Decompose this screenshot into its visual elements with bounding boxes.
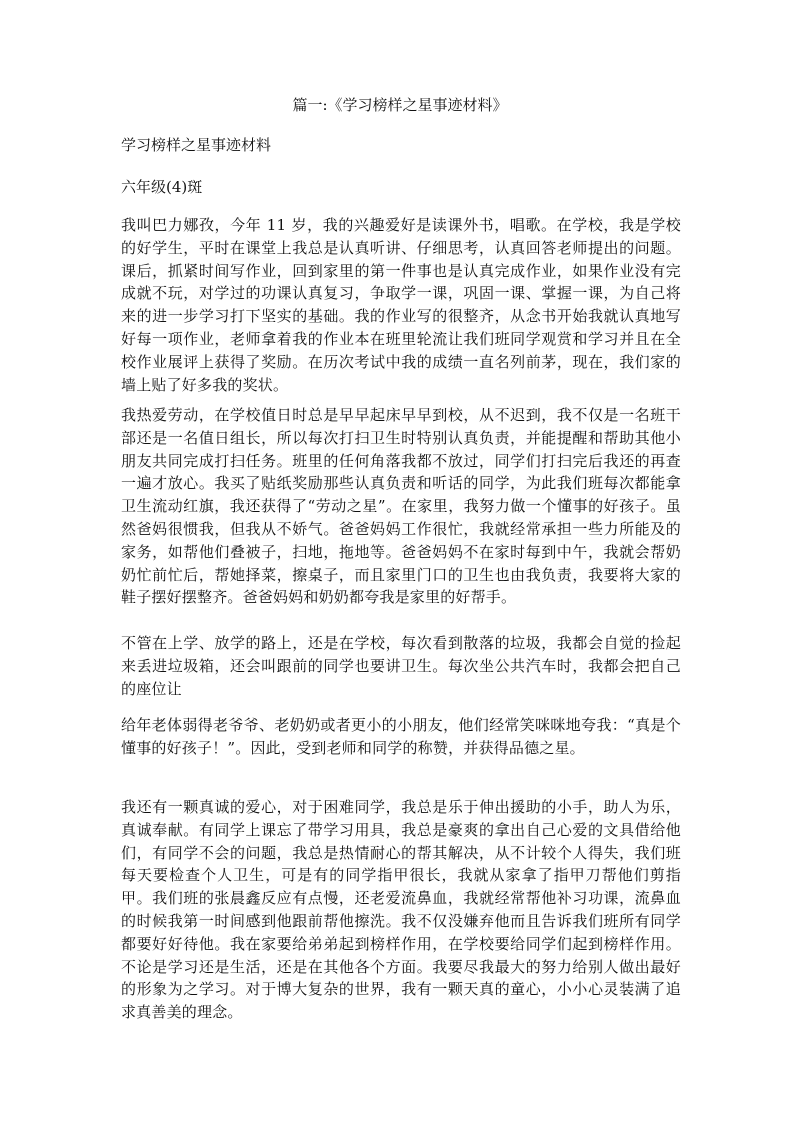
paragraph-studies: 我叫巴力娜孜，今年 11 岁，我的兴趣爱好是读课外书，唱歌。在学校，我是学校的好学生，平时在课堂上我总是认真听讲、仔细思考，认真回答老师提出的问题。课后，抓紧时间写作业，回到家里的第一件事也是认真完成作业，如果作业没有完成就不玩，对学过的功课认真复习，争取学一课，巩固一课、掌握一课，为自己将来的进一步学习打下坚实的基础。我的作业写的很整齐，从念书开始我就认真地写好每一项作业，老师拿着我的作业本在班里轮流让我们班同学观赏和学习并且在全校作业展评上获得了奖励。在历次考试中我的成绩一直名列前茅，现在，我们家的墙上贴了好多我的奖状。 — [121, 216, 681, 394]
paragraph-public-conduct: 不管在上学、放学的路上，还是在学校，每次看到散落的垃圾，我都会自觉的捡起来丢进垃圾箱，还会叫跟前的同学也要讲卫生。每次坐公共汽车时，我都会把自己的座位让 — [121, 634, 681, 698]
paragraph-kindness: 我还有一颗真诚的爱心，对于困难同学，我总是乐于伸出援助的小手，助人为乐，真诚奉献。有同学上课忘了带学习用具，我总是豪爽的拿出自己心爱的文具借给他们，有同学不会的问题，我总是热情耐心的帮其解决，从不计较个人得失，我们班每天要检查个人卫生，可是有的同学指甲很长，我就从家拿了指甲刀帮他们剪指甲。我们班的张晨鑫反应有点慢，还老爱流鼻血，我就经常帮他补习功课，流鼻血的时候我第一时间感到他跟前帮他擦洗。我不仅没嫌弃他而且告诉我们班所有同学都要好好待他。我在家要给弟弟起到榜样作用，在学校要给同学们起到榜样作用。不论是学习还是生活，还是在其他各个方面。我要尽我最大的努力给别人做出最好的形象为之学习。对于博大复杂的世界，我有一颗天真的童心，小小心灵装满了追求真善美的理念。 — [121, 798, 681, 1022]
class-name: 六年级(4)斑 — [121, 178, 203, 196]
document-heading: 学习榜样之星事迹材料 — [121, 136, 272, 154]
document-title: 篇一:《学习榜样之星事迹材料》 — [292, 96, 508, 114]
paragraph-courtesy: 给年老体弱得老爷爷、老奶奶或者更小的小朋友，他们经常笑咪咪地夸我：“真是个懂事的好孩子！”。因此，受到老师和同学的称赞，并获得品德之星。 — [121, 716, 681, 757]
paragraph-labor: 我热爱劳动，在学校值日时总是早早起床早早到校，从不迟到，我不仅是一名班干部还是一名值日组长，所以每次打扫卫生时特别认真负责，并能提醒和帮助其他小朋友共同完成打扫任务。班里的任何角落我都不放过，同学们打扫完后我还的再查一遍才放心。我买了贴纸奖励那些认真负责和听话的同学，为此我们班每次都能拿卫生流动红旗，我还获得了“劳动之星”。在家里，我努力做一个懂事的好孩子。虽然爸妈很惯我，但我从不娇气。爸爸妈妈工作很忙，我就经常承担一些力所能及的家务，如帮他们叠被子，扫地，拖地等。爸爸妈妈不在家时每到中午，我就会帮奶奶忙前忙后，帮她择菜，擦桌子，而且家里门口的卫生也由我负责，我要将大家的鞋子摆好摆整齐。爸爸妈妈和奶奶都夸我是家里的好帮手。 — [121, 406, 681, 607]
